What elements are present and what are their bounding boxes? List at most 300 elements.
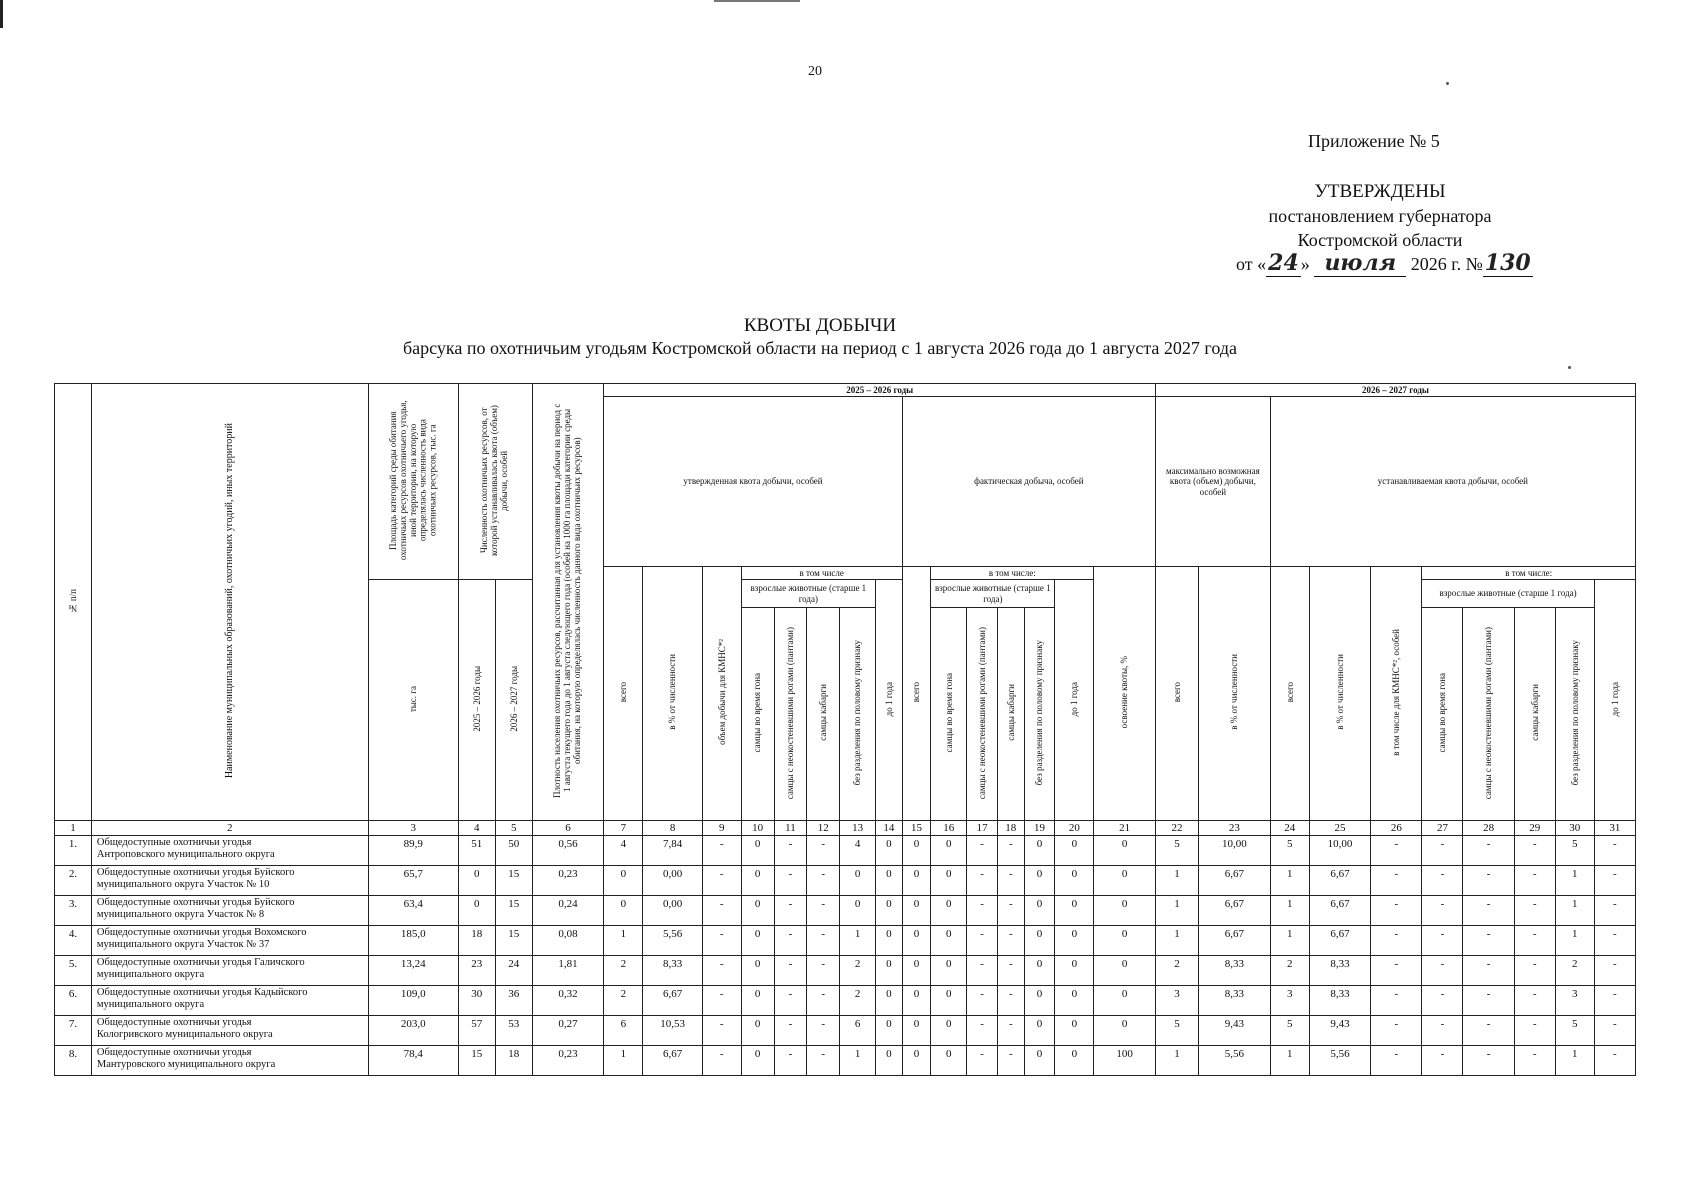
row-number: 7. bbox=[55, 1016, 92, 1046]
table-cell: 8,33 bbox=[1199, 986, 1271, 1016]
table-cell: 0 bbox=[1094, 1016, 1156, 1046]
col-num: 2 bbox=[91, 821, 368, 836]
table-cell: 18 bbox=[458, 926, 495, 956]
table-cell: 0,56 bbox=[532, 836, 604, 866]
table-cell: 1 bbox=[1155, 866, 1198, 896]
document-title: КВОТЫ ДОБЫЧИ bbox=[743, 315, 897, 336]
table-cell: - bbox=[1594, 926, 1635, 956]
header-set-quota: устанавливаемая квота добычи, особей bbox=[1270, 397, 1635, 567]
table-cell: 0 bbox=[902, 956, 931, 986]
table-cell: 0 bbox=[741, 896, 774, 926]
header-total-3: всего bbox=[1155, 567, 1198, 821]
header-pop-2025: 2025 – 2026 годы bbox=[458, 580, 495, 821]
table-cell: - bbox=[774, 1046, 807, 1076]
table-cell: 0 bbox=[1055, 866, 1094, 896]
table-cell: - bbox=[967, 956, 998, 986]
table-cell: - bbox=[702, 1046, 741, 1076]
table-cell: 0 bbox=[902, 926, 931, 956]
table-cell: - bbox=[1422, 866, 1463, 896]
table-row bbox=[55, 956, 1636, 986]
col-num: 16 bbox=[931, 821, 967, 836]
table-cell: - bbox=[702, 896, 741, 926]
table-cell: - bbox=[1594, 1016, 1635, 1046]
table-cell: 2 bbox=[1270, 956, 1309, 986]
scan-edge-mark bbox=[0, 0, 3, 28]
table-cell: - bbox=[774, 1016, 807, 1046]
table-cell: 0 bbox=[741, 866, 774, 896]
col-num: 20 bbox=[1055, 821, 1094, 836]
col-num: 13 bbox=[840, 821, 876, 836]
table-cell: - bbox=[1422, 836, 1463, 866]
table-cell: 0 bbox=[902, 986, 931, 1016]
table-cell: 8,33 bbox=[1309, 986, 1371, 1016]
hunting-ground-name-line: муниципального округа bbox=[96, 999, 205, 1011]
table-cell: 0 bbox=[741, 1046, 774, 1076]
table-cell: - bbox=[774, 926, 807, 956]
table-cell: 0 bbox=[1094, 956, 1156, 986]
table-cell: - bbox=[1422, 986, 1463, 1016]
table-cell: 0 bbox=[741, 1016, 774, 1046]
hunting-ground-name bbox=[91, 866, 368, 896]
table-cell: 0 bbox=[458, 896, 495, 926]
table-cell: - bbox=[967, 836, 998, 866]
table-cell: - bbox=[1514, 926, 1555, 956]
table-cell: - bbox=[1463, 956, 1514, 986]
table-cell: - bbox=[1594, 1046, 1635, 1076]
col-num: 27 bbox=[1422, 821, 1463, 836]
header-adults-1: взрослые животные (старше 1 года) bbox=[741, 580, 875, 608]
col-num: 17 bbox=[967, 821, 998, 836]
table-cell: - bbox=[1371, 1016, 1422, 1046]
table-cell: - bbox=[1514, 1016, 1555, 1046]
table-cell: 185,0 bbox=[368, 926, 458, 956]
header-population: Численность охотничьих ресурсов, от которой устанавливалась квота (объем) добычи, особей bbox=[458, 384, 532, 580]
header-rut-2: самцы во время гона bbox=[931, 608, 967, 821]
col-num: 26 bbox=[1371, 821, 1422, 836]
table-cell: 0 bbox=[931, 926, 967, 956]
table-cell: 5,56 bbox=[1199, 1046, 1271, 1076]
table-cell: 15 bbox=[495, 866, 532, 896]
table-cell: - bbox=[1463, 926, 1514, 956]
table-cell: 1 bbox=[840, 926, 876, 956]
header-nosex-2: без разделения по половому признаку bbox=[1024, 608, 1055, 821]
table-cell: - bbox=[997, 1016, 1024, 1046]
col-num: 15 bbox=[902, 821, 931, 836]
table-cell: 5 bbox=[1155, 836, 1198, 866]
header-area: Площадь категорий среды обитания охотничьих ресурсов охотничьего угодья, иной территории, на которую определялась численность вида охотничьих ресурсов, тыс. га bbox=[368, 384, 458, 580]
header-density: Плотность населения охотничьих ресурсов, рассчитанная для установления квоты добычи на период с 1 августа текущего года до 1 августа следующего года (особей на 1000 га площади категории среды обитания, на которую определялась численность данного вида охотничьих ресурсов) bbox=[532, 384, 604, 821]
page-number: 20 bbox=[808, 64, 822, 79]
table-cell: 0,24 bbox=[532, 896, 604, 926]
col-num: 9 bbox=[702, 821, 741, 836]
table-cell: - bbox=[1422, 1046, 1463, 1076]
header-nosex-1: без разделения по половому признаку bbox=[840, 608, 876, 821]
header-rut-4: самцы во время гона bbox=[1422, 608, 1463, 821]
header-pct-3: в % от численности bbox=[1199, 567, 1271, 821]
table-cell: 57 bbox=[458, 1016, 495, 1046]
table-cell: 6 bbox=[604, 1016, 643, 1046]
col-num: 30 bbox=[1555, 821, 1594, 836]
table-cell: 0 bbox=[876, 866, 903, 896]
scan-dot bbox=[1568, 366, 1571, 369]
table-cell: 6 bbox=[840, 1016, 876, 1046]
header-young-1: до 1 года bbox=[876, 580, 903, 821]
hunting-ground-name bbox=[91, 1046, 368, 1076]
header-young-4: до 1 года bbox=[1594, 580, 1635, 821]
hunting-ground-name-line: Общедоступные охотничьи угодья Буйского bbox=[96, 897, 295, 908]
decree-from: от « bbox=[1236, 254, 1267, 274]
approval-line-2: Костромской области bbox=[1297, 230, 1463, 250]
hunting-ground-name bbox=[91, 896, 368, 926]
table-cell: - bbox=[702, 986, 741, 1016]
col-num: 11 bbox=[774, 821, 807, 836]
table-cell: - bbox=[1463, 836, 1514, 866]
table-cell: 0 bbox=[1094, 866, 1156, 896]
table-cell: 1 bbox=[1270, 926, 1309, 956]
hunting-ground-name-line: Мантуровского муниципального округа bbox=[96, 1059, 276, 1071]
table-cell: 0 bbox=[1024, 1016, 1055, 1046]
header-kmns-1: объем добычи для КМНС*² bbox=[702, 567, 741, 821]
table-cell: 5 bbox=[1270, 1016, 1309, 1046]
table-cell: 0 bbox=[1094, 986, 1156, 1016]
header-incl-2: в том числе: bbox=[931, 567, 1094, 580]
table-cell: 0 bbox=[458, 866, 495, 896]
table-cell: - bbox=[1463, 986, 1514, 1016]
table-cell: 6,67 bbox=[643, 986, 702, 1016]
table-cell: - bbox=[1371, 836, 1422, 866]
table-cell: - bbox=[997, 896, 1024, 926]
quota-table bbox=[54, 383, 1636, 1076]
table-cell: 3 bbox=[1155, 986, 1198, 1016]
hunting-ground-name-line: Общедоступные охотничьи угодья bbox=[96, 1017, 252, 1028]
table-cell: 0 bbox=[1024, 866, 1055, 896]
col-num: 6 bbox=[532, 821, 604, 836]
table-cell: - bbox=[807, 986, 840, 1016]
table-cell: 0 bbox=[902, 1016, 931, 1046]
table-cell: 0 bbox=[840, 896, 876, 926]
table-cell: - bbox=[997, 1046, 1024, 1076]
table-cell: - bbox=[1594, 836, 1635, 866]
col-num: 22 bbox=[1155, 821, 1198, 836]
table-cell: 0 bbox=[902, 836, 931, 866]
col-num: 29 bbox=[1514, 821, 1555, 836]
table-cell: 0 bbox=[1055, 956, 1094, 986]
table-cell: 23 bbox=[458, 956, 495, 986]
table-cell: 0 bbox=[1055, 986, 1094, 1016]
table-cell: 0 bbox=[741, 956, 774, 986]
table-cell: - bbox=[1463, 896, 1514, 926]
table-cell: 78,4 bbox=[368, 1046, 458, 1076]
table-cell: 0 bbox=[931, 896, 967, 926]
decree-line bbox=[1236, 250, 1533, 277]
row-number: 6. bbox=[55, 986, 92, 1016]
table-cell: - bbox=[1371, 896, 1422, 926]
table-cell: 0 bbox=[902, 896, 931, 926]
header-adults-2: взрослые животные (старше 1 года) bbox=[931, 580, 1055, 608]
appendix-label: Приложение № 5 bbox=[1308, 131, 1440, 151]
table-cell: - bbox=[967, 1046, 998, 1076]
table-cell: - bbox=[1594, 986, 1635, 1016]
row-number: 1. bbox=[55, 836, 92, 866]
table-cell: 65,7 bbox=[368, 866, 458, 896]
col-num: 18 bbox=[997, 821, 1024, 836]
header-years-2025: 2025 – 2026 годы bbox=[604, 384, 1156, 397]
row-number: 4. bbox=[55, 926, 92, 956]
table-cell: 0 bbox=[931, 1016, 967, 1046]
table-cell: 0 bbox=[604, 866, 643, 896]
header-max-quota: максимально возможная квота (объем) добычи, особей bbox=[1155, 397, 1270, 567]
header-total-4: всего bbox=[1270, 567, 1309, 821]
decree-month: июля bbox=[1314, 250, 1406, 277]
scan-top-mark bbox=[714, 0, 800, 2]
table-cell: 15 bbox=[495, 896, 532, 926]
table-cell: 36 bbox=[495, 986, 532, 1016]
hunting-ground-name-line: Общедоступные охотничьи угодья bbox=[96, 837, 252, 848]
approval-line-1: постановлением губернатора bbox=[1268, 206, 1492, 226]
header-total-2: всего bbox=[902, 567, 931, 821]
table-cell: - bbox=[1463, 1016, 1514, 1046]
header-pct-4: в % от численности bbox=[1309, 567, 1371, 821]
table-cell: - bbox=[774, 896, 807, 926]
table-cell: - bbox=[807, 1046, 840, 1076]
table-cell: 2 bbox=[604, 956, 643, 986]
table-cell: - bbox=[702, 956, 741, 986]
table-cell: 0 bbox=[1055, 836, 1094, 866]
header-years-2026: 2026 – 2027 годы bbox=[1155, 384, 1635, 397]
header-antlers-1: самцы с неокостеневшими рогами (пантами) bbox=[774, 608, 807, 821]
header-area-unit: тыс. га bbox=[368, 580, 458, 821]
table-cell: 0,23 bbox=[532, 1046, 604, 1076]
table-cell: - bbox=[702, 1016, 741, 1046]
table-cell: - bbox=[997, 866, 1024, 896]
table-cell: - bbox=[807, 866, 840, 896]
table-cell: 3 bbox=[1270, 986, 1309, 1016]
table-cell: - bbox=[1514, 836, 1555, 866]
table-cell: 0 bbox=[876, 896, 903, 926]
table-cell: 30 bbox=[458, 986, 495, 1016]
table-cell: 6,67 bbox=[1199, 926, 1271, 956]
table-cell: - bbox=[1463, 866, 1514, 896]
table-cell: 0 bbox=[1055, 926, 1094, 956]
hunting-ground-name-line: Общедоступные охотничьи угодья Кадыйского bbox=[96, 987, 308, 998]
table-cell: - bbox=[1371, 956, 1422, 986]
table-body bbox=[55, 836, 1636, 1076]
table-cell: 4 bbox=[604, 836, 643, 866]
table-cell: 0 bbox=[1094, 896, 1156, 926]
table-cell: - bbox=[807, 926, 840, 956]
col-num: 24 bbox=[1270, 821, 1309, 836]
table-cell: 10,00 bbox=[1199, 836, 1271, 866]
table-cell: 18 bbox=[495, 1046, 532, 1076]
table-cell: 8,33 bbox=[1199, 956, 1271, 986]
table-cell: 8,33 bbox=[1309, 956, 1371, 986]
table-cell: - bbox=[1371, 926, 1422, 956]
table-cell: 2 bbox=[604, 986, 643, 1016]
table-cell: 1 bbox=[1555, 866, 1594, 896]
col-num: 5 bbox=[495, 821, 532, 836]
hunting-ground-name bbox=[91, 986, 368, 1016]
table-row bbox=[55, 896, 1636, 926]
table-cell: 0 bbox=[876, 1016, 903, 1046]
hunting-ground-name-line: Общедоступные охотничьи угодья Галичского bbox=[96, 957, 305, 968]
table-cell: 50 bbox=[495, 836, 532, 866]
table-cell: 5 bbox=[1555, 836, 1594, 866]
table-cell: 5 bbox=[1270, 836, 1309, 866]
table-cell: - bbox=[1371, 986, 1422, 1016]
table-cell: 6,67 bbox=[1199, 866, 1271, 896]
document-subtitle: барсука по охотничьим угодьям Костромской области на период с 1 августа 2026 года до 1 августа 2027 года bbox=[403, 338, 1237, 358]
table-cell: - bbox=[807, 1016, 840, 1046]
table-cell: - bbox=[1594, 956, 1635, 986]
table-cell: 0 bbox=[1094, 926, 1156, 956]
table-cell: - bbox=[1422, 956, 1463, 986]
table-cell: 24 bbox=[495, 956, 532, 986]
col-num: 28 bbox=[1463, 821, 1514, 836]
table-cell: 0 bbox=[902, 866, 931, 896]
approval-block bbox=[1230, 180, 1530, 252]
table-cell: 0,00 bbox=[643, 866, 702, 896]
table-cell: - bbox=[702, 926, 741, 956]
table-cell: - bbox=[997, 926, 1024, 956]
column-number-row bbox=[55, 821, 1636, 836]
table-cell: 0 bbox=[1094, 836, 1156, 866]
table-cell: 0 bbox=[902, 1046, 931, 1076]
table-cell: 0 bbox=[876, 926, 903, 956]
table-cell: - bbox=[967, 926, 998, 956]
table-cell: 6,67 bbox=[1199, 896, 1271, 926]
table-cell: - bbox=[967, 1016, 998, 1046]
header-pop-2026: 2026 – 2027 годы bbox=[495, 580, 532, 821]
table-cell: - bbox=[807, 836, 840, 866]
row-number: 2. bbox=[55, 866, 92, 896]
header-nosex-4: без разделения по половому признаку bbox=[1555, 608, 1594, 821]
table-cell: 9,43 bbox=[1309, 1016, 1371, 1046]
header-approved-quota: утвержденная квота добычи, особей bbox=[604, 397, 902, 567]
scan-dot bbox=[1446, 82, 1449, 85]
col-num: 23 bbox=[1199, 821, 1271, 836]
col-num: 25 bbox=[1309, 821, 1371, 836]
table-cell: 1,81 bbox=[532, 956, 604, 986]
row-number: 3. bbox=[55, 896, 92, 926]
col-num: 14 bbox=[876, 821, 903, 836]
header-pct-1: в % от численности bbox=[643, 567, 702, 821]
table-cell: - bbox=[1514, 1046, 1555, 1076]
table-cell: 89,9 bbox=[368, 836, 458, 866]
table-cell: - bbox=[774, 986, 807, 1016]
table-cell: 0 bbox=[931, 1046, 967, 1076]
table-cell: - bbox=[774, 836, 807, 866]
table-cell: 0 bbox=[1024, 986, 1055, 1016]
table-cell: 0 bbox=[741, 986, 774, 1016]
col-num: 7 bbox=[604, 821, 643, 836]
table-cell: 5,56 bbox=[643, 926, 702, 956]
table-cell: 1 bbox=[1555, 896, 1594, 926]
table-cell: 7,84 bbox=[643, 836, 702, 866]
table-cell: - bbox=[1422, 1016, 1463, 1046]
table-cell: 0,23 bbox=[532, 866, 604, 896]
table-cell: - bbox=[774, 866, 807, 896]
hunting-ground-name-line: муниципального округа Участок № 10 bbox=[96, 879, 270, 891]
decree-mid: » bbox=[1300, 254, 1310, 274]
table-cell: - bbox=[1594, 896, 1635, 926]
table-cell: 100 bbox=[1094, 1046, 1156, 1076]
table-cell: - bbox=[967, 986, 998, 1016]
table-cell: 0 bbox=[931, 836, 967, 866]
table-cell: 1 bbox=[840, 1046, 876, 1076]
table-cell: 63,4 bbox=[368, 896, 458, 926]
table-cell: 0 bbox=[876, 956, 903, 986]
table-row bbox=[55, 926, 1636, 956]
table-cell: 1 bbox=[1270, 896, 1309, 926]
table-cell: 2 bbox=[840, 986, 876, 1016]
table-cell: - bbox=[774, 956, 807, 986]
table-cell: - bbox=[702, 836, 741, 866]
table-cell: - bbox=[1514, 956, 1555, 986]
table-row bbox=[55, 836, 1636, 866]
table-cell: - bbox=[1514, 866, 1555, 896]
table-cell: 1 bbox=[604, 1046, 643, 1076]
table-cell: 0 bbox=[1024, 836, 1055, 866]
table-cell: - bbox=[1514, 986, 1555, 1016]
header-no: № п/п bbox=[55, 384, 92, 821]
table-cell: 9,43 bbox=[1199, 1016, 1271, 1046]
table-cell: 15 bbox=[495, 926, 532, 956]
hunting-ground-name-line: Общедоступные охотничьи угодья Вохомского bbox=[96, 927, 307, 938]
table-cell: 0 bbox=[876, 836, 903, 866]
table-cell: 0 bbox=[840, 866, 876, 896]
table-cell: 15 bbox=[458, 1046, 495, 1076]
table-cell: - bbox=[1463, 1046, 1514, 1076]
table-cell: 0,27 bbox=[532, 1016, 604, 1046]
table-cell: 3 bbox=[1555, 986, 1594, 1016]
table-cell: 109,0 bbox=[368, 986, 458, 1016]
table-cell: 10,00 bbox=[1309, 836, 1371, 866]
table-cell: 8,33 bbox=[643, 956, 702, 986]
table-cell: 5,56 bbox=[1309, 1046, 1371, 1076]
hunting-ground-name bbox=[91, 956, 368, 986]
table-row bbox=[55, 866, 1636, 896]
hunting-ground-name-line: Кологривского муниципального округа bbox=[96, 1029, 273, 1041]
hunting-ground-name-line: Общедоступные охотничьи угодья bbox=[96, 1047, 252, 1058]
approval-title: УТВЕРЖДЕНЫ bbox=[1314, 181, 1446, 202]
header-musk-4: самцы кабарги bbox=[1514, 608, 1555, 821]
table-cell: 1 bbox=[1155, 1046, 1198, 1076]
table-cell: 51 bbox=[458, 836, 495, 866]
table-cell: 10,53 bbox=[643, 1016, 702, 1046]
table-cell: 0,00 bbox=[643, 896, 702, 926]
header-kmns-4: в том числе для КМНС*², особей bbox=[1371, 567, 1422, 821]
header-incl-4: в том числе: bbox=[1422, 567, 1636, 580]
table-cell: 6,67 bbox=[1309, 896, 1371, 926]
table-cell: 6,67 bbox=[1309, 866, 1371, 896]
table-cell: - bbox=[1371, 866, 1422, 896]
col-num: 12 bbox=[807, 821, 840, 836]
table-cell: 203,0 bbox=[368, 1016, 458, 1046]
table-row bbox=[55, 986, 1636, 1016]
table-cell: 0 bbox=[931, 866, 967, 896]
table-cell: - bbox=[807, 896, 840, 926]
hunting-ground-name-line: Антроповского муниципального округа bbox=[96, 849, 275, 861]
table-cell: 5 bbox=[1155, 1016, 1198, 1046]
header-young-2: до 1 года bbox=[1055, 580, 1094, 821]
col-num: 19 bbox=[1024, 821, 1055, 836]
table-cell: 1 bbox=[1155, 896, 1198, 926]
table-cell: 0 bbox=[1055, 1016, 1094, 1046]
table-cell: 0 bbox=[931, 956, 967, 986]
hunting-ground-name bbox=[91, 1016, 368, 1046]
hunting-ground-name bbox=[91, 836, 368, 866]
header-antlers-2: самцы с неокостеневшими рогами (пантами) bbox=[967, 608, 998, 821]
